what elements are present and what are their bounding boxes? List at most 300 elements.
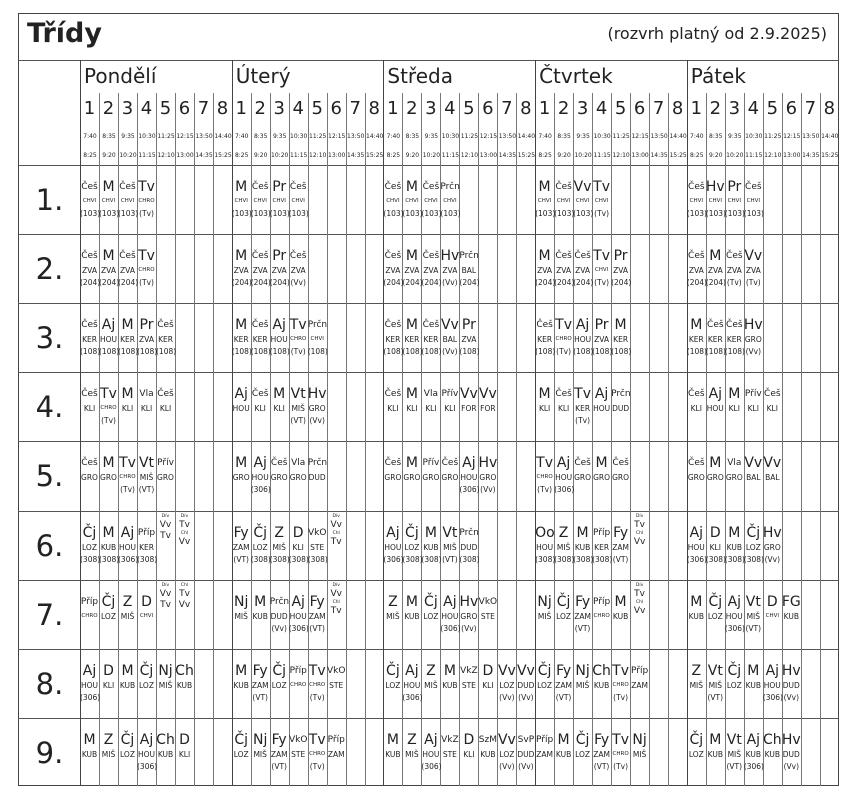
lesson-cell[interactable] xyxy=(459,248,478,287)
lesson-cell[interactable] xyxy=(251,386,270,425)
lesson-cell[interactable] xyxy=(592,594,611,633)
lesson-cell[interactable] xyxy=(535,179,554,218)
lesson-cell[interactable] xyxy=(118,179,137,218)
lesson-cell[interactable] xyxy=(782,594,801,633)
lesson-cell[interactable] xyxy=(592,317,611,356)
lesson-cell[interactable] xyxy=(402,179,421,218)
lesson-teacher: BAL xyxy=(746,473,761,483)
lesson-cell[interactable] xyxy=(744,525,763,564)
lesson-cell[interactable] xyxy=(289,594,308,633)
lesson-cell[interactable] xyxy=(725,386,744,425)
lesson-cell[interactable] xyxy=(573,663,592,702)
lesson-cell[interactable] xyxy=(118,594,137,633)
lesson-cell[interactable] xyxy=(687,179,706,218)
lesson-cell[interactable] xyxy=(440,386,459,425)
lesson-cell[interactable] xyxy=(421,594,440,633)
lesson-cell[interactable] xyxy=(611,732,630,771)
lesson-cell[interactable] xyxy=(289,248,308,287)
lesson-cell[interactable] xyxy=(554,455,573,494)
lesson-cell[interactable] xyxy=(80,455,99,494)
lesson-cell[interactable] xyxy=(592,455,611,494)
lesson-cell[interactable] xyxy=(99,594,118,633)
lesson-cell[interactable] xyxy=(592,732,611,771)
lesson-cell[interactable] xyxy=(402,594,421,633)
lesson-cell[interactable] xyxy=(156,663,175,702)
lesson-cell[interactable] xyxy=(554,663,573,702)
lesson-cell[interactable] xyxy=(383,386,402,425)
lesson-cell[interactable] xyxy=(270,732,289,771)
lesson-cell[interactable] xyxy=(592,663,611,702)
lesson-room: (308) xyxy=(402,554,423,564)
lesson-cell[interactable] xyxy=(80,248,99,287)
period-number: 3 xyxy=(425,98,437,119)
lesson-cell[interactable] xyxy=(421,179,440,218)
lesson-cell[interactable] xyxy=(289,179,308,218)
lesson-cell[interactable] xyxy=(137,179,156,218)
lesson-cell[interactable] xyxy=(554,525,573,564)
lesson-cell[interactable] xyxy=(270,317,289,356)
lesson-cell[interactable] xyxy=(611,248,630,287)
lesson-teacher: GRO xyxy=(574,473,592,483)
lesson-cell[interactable] xyxy=(706,179,725,218)
lesson-cell[interactable] xyxy=(80,663,99,702)
lesson-cell[interactable] xyxy=(270,594,289,633)
lesson-cell[interactable] xyxy=(251,525,270,564)
period-number: 2 xyxy=(709,98,722,119)
lesson-cell[interactable] xyxy=(383,732,402,771)
lesson-cell[interactable] xyxy=(421,663,440,702)
lesson-room: (103) xyxy=(705,209,726,218)
lesson-cell[interactable] xyxy=(251,663,270,702)
lesson-cell[interactable] xyxy=(725,317,744,356)
lesson-cell[interactable] xyxy=(687,317,706,356)
lesson-cell[interactable] xyxy=(573,248,592,287)
lesson-cell[interactable] xyxy=(80,732,99,771)
split-part: Vv xyxy=(633,536,646,547)
lesson-cell[interactable] xyxy=(706,317,725,356)
lesson-cell[interactable] xyxy=(137,663,156,702)
lesson-cell[interactable] xyxy=(232,386,251,425)
split-lesson[interactable] xyxy=(630,515,649,549)
lesson-cell[interactable] xyxy=(573,386,592,425)
lesson-cell[interactable] xyxy=(535,663,554,702)
lesson-cell[interactable] xyxy=(573,455,592,494)
lesson-cell[interactable] xyxy=(232,179,251,218)
lesson-teacher: ZVA xyxy=(461,335,477,345)
lesson-cell[interactable] xyxy=(270,663,289,702)
lesson-cell[interactable] xyxy=(99,317,118,356)
split-lesson[interactable] xyxy=(175,515,194,549)
lesson-cell[interactable] xyxy=(763,455,782,494)
lesson-cell[interactable] xyxy=(232,594,251,633)
split-lesson[interactable] xyxy=(327,515,346,549)
lesson-cell[interactable] xyxy=(308,317,327,356)
lesson-cell[interactable] xyxy=(459,386,478,425)
lesson-cell[interactable] xyxy=(725,455,744,494)
lesson-cell[interactable] xyxy=(383,455,402,494)
lesson-teacher: ZAM xyxy=(327,749,345,759)
lesson-cell[interactable] xyxy=(592,386,611,425)
period-number: 5 xyxy=(159,98,172,119)
period-end-time: 15:25 xyxy=(821,152,839,159)
split-lesson[interactable] xyxy=(630,584,649,618)
lesson-cell[interactable] xyxy=(383,663,402,702)
lesson-cell[interactable] xyxy=(118,317,137,356)
lesson-cell[interactable] xyxy=(744,594,763,633)
lesson-cell[interactable] xyxy=(440,732,459,771)
lesson-cell[interactable] xyxy=(137,732,156,771)
lesson-teacher: KUB xyxy=(783,611,799,621)
lesson-cell[interactable] xyxy=(459,594,478,633)
lesson-cell[interactable] xyxy=(763,386,782,425)
lesson-cell[interactable] xyxy=(118,386,137,425)
lesson-cell[interactable] xyxy=(80,525,99,564)
lesson-cell[interactable] xyxy=(80,179,99,218)
lesson-cell[interactable] xyxy=(554,732,573,771)
lesson-cell[interactable] xyxy=(383,179,402,218)
lesson-subject: Vv xyxy=(763,455,782,472)
lesson-teacher: HOU xyxy=(137,749,156,759)
split-part: Chl xyxy=(332,599,340,605)
lesson-cell[interactable] xyxy=(232,455,251,494)
lesson-cell[interactable] xyxy=(706,732,725,771)
lesson-cell[interactable] xyxy=(706,455,725,494)
lesson-cell[interactable] xyxy=(421,386,440,425)
split-part: Dív xyxy=(180,513,189,519)
lesson-cell[interactable] xyxy=(687,732,706,771)
lesson-cell[interactable] xyxy=(383,525,402,564)
lesson-room: (Vv) xyxy=(442,347,458,357)
lesson-cell[interactable] xyxy=(535,248,554,287)
lesson-cell[interactable] xyxy=(478,386,497,425)
lesson-cell[interactable] xyxy=(611,594,630,633)
lesson-teacher: CHVI xyxy=(234,198,248,204)
lesson-cell[interactable] xyxy=(687,455,706,494)
lesson-cell[interactable] xyxy=(516,663,535,702)
lesson-subject: Hv xyxy=(478,455,498,472)
lesson-cell[interactable] xyxy=(725,525,744,564)
lesson-room: (103) xyxy=(554,209,575,218)
lesson-cell[interactable] xyxy=(251,317,270,356)
lesson-room xyxy=(156,693,175,702)
lesson-room: (204) xyxy=(402,278,423,288)
lesson-cell[interactable] xyxy=(99,525,118,564)
lesson-cell[interactable] xyxy=(611,663,630,702)
lesson-cell[interactable] xyxy=(554,594,573,633)
lesson-cell[interactable] xyxy=(706,663,725,702)
lesson-cell[interactable] xyxy=(459,663,478,702)
lesson-cell[interactable] xyxy=(535,732,554,771)
lesson-teacher: GRO xyxy=(308,404,326,414)
lesson-cell[interactable] xyxy=(478,732,497,771)
lesson-cell[interactable] xyxy=(782,663,801,702)
lesson-teacher: KER xyxy=(537,335,553,345)
split-lesson[interactable] xyxy=(327,584,346,618)
lesson-cell[interactable] xyxy=(80,317,99,356)
lesson-cell[interactable] xyxy=(706,248,725,287)
lesson-cell[interactable] xyxy=(156,455,175,494)
lesson-subject: Čj xyxy=(101,593,116,610)
lesson-subject: Z xyxy=(426,662,436,679)
lesson-teacher: KLI xyxy=(387,404,399,414)
lesson-cell[interactable] xyxy=(687,663,706,702)
lesson-cell[interactable] xyxy=(440,179,459,218)
lesson-cell[interactable] xyxy=(554,179,573,218)
lesson-cell[interactable] xyxy=(289,732,308,771)
lesson-cell[interactable] xyxy=(251,179,270,218)
lesson-cell[interactable] xyxy=(118,525,137,564)
lesson-teacher: CHRO xyxy=(138,267,155,274)
lesson-cell[interactable] xyxy=(630,732,649,771)
lesson-cell[interactable] xyxy=(459,455,478,494)
lesson-cell[interactable] xyxy=(156,732,175,771)
period-number: 5 xyxy=(766,98,779,119)
lesson-room: (306) xyxy=(743,761,764,771)
lesson-cell[interactable] xyxy=(554,317,573,356)
lesson-cell[interactable] xyxy=(118,663,137,702)
lesson-subject: Přív xyxy=(744,389,762,400)
lesson-cell[interactable] xyxy=(402,732,421,771)
lesson-room: (308) xyxy=(80,554,101,564)
lesson-cell[interactable] xyxy=(535,317,554,356)
lesson-cell[interactable] xyxy=(478,455,497,494)
lesson-cell[interactable] xyxy=(402,248,421,287)
lesson-cell[interactable] xyxy=(308,663,327,702)
lesson-cell[interactable] xyxy=(744,386,763,425)
lesson-cell[interactable] xyxy=(592,179,611,218)
lesson-cell[interactable] xyxy=(497,663,516,702)
lesson-cell[interactable] xyxy=(80,594,99,633)
lesson-cell[interactable] xyxy=(137,248,156,287)
lesson-cell[interactable] xyxy=(308,455,327,494)
lesson-cell[interactable] xyxy=(516,732,535,771)
lesson-cell[interactable] xyxy=(763,525,782,564)
lesson-cell[interactable] xyxy=(232,663,251,702)
lesson-cell[interactable] xyxy=(137,594,156,633)
row-separator xyxy=(18,303,839,304)
lesson-subject: M xyxy=(386,731,399,748)
period-start-time: 14:40 xyxy=(669,133,687,140)
lesson-cell[interactable] xyxy=(383,594,402,633)
lesson-cell[interactable] xyxy=(554,386,573,425)
lesson-cell[interactable] xyxy=(402,386,421,425)
lesson-cell[interactable] xyxy=(763,732,782,771)
lesson-teacher: HOU xyxy=(706,404,724,414)
lesson-cell[interactable] xyxy=(478,663,497,702)
lesson-room: (Vv) xyxy=(271,623,287,633)
split-lesson[interactable] xyxy=(156,515,175,543)
lesson-cell[interactable] xyxy=(232,248,251,287)
lesson-cell[interactable] xyxy=(99,386,118,425)
lesson-cell[interactable] xyxy=(327,663,346,702)
lesson-cell[interactable] xyxy=(289,317,308,356)
lesson-cell[interactable] xyxy=(289,663,308,702)
lesson-cell[interactable] xyxy=(440,317,459,356)
lesson-cell[interactable] xyxy=(744,663,763,702)
lesson-cell[interactable] xyxy=(459,525,478,564)
lesson-cell[interactable] xyxy=(118,455,137,494)
lesson-cell[interactable] xyxy=(744,732,763,771)
lesson-teacher: KUB xyxy=(252,611,268,621)
lesson-cell[interactable] xyxy=(573,179,592,218)
lesson-cell[interactable] xyxy=(308,594,327,633)
lesson-cell[interactable] xyxy=(156,317,175,356)
lesson-cell[interactable] xyxy=(687,594,706,633)
lesson-subject: Češ xyxy=(251,320,269,331)
lesson-cell[interactable] xyxy=(592,525,611,564)
lesson-room: (Tv) xyxy=(613,692,629,702)
lesson-cell[interactable] xyxy=(706,594,725,633)
lesson-cell[interactable] xyxy=(251,732,270,771)
lesson-cell[interactable] xyxy=(251,248,270,287)
lesson-cell[interactable] xyxy=(687,525,706,564)
lesson-teacher: GRO xyxy=(232,473,250,483)
lesson-cell[interactable] xyxy=(251,455,270,494)
lesson-room xyxy=(440,485,459,494)
lesson-cell[interactable] xyxy=(706,525,725,564)
lesson-cell[interactable] xyxy=(440,594,459,633)
lesson-room xyxy=(118,762,137,771)
lesson-cell[interactable] xyxy=(80,386,99,425)
lesson-cell[interactable] xyxy=(421,732,440,771)
lesson-teacher: KUB xyxy=(157,749,174,759)
lesson-cell[interactable] xyxy=(232,732,251,771)
lesson-teacher: CHVI xyxy=(272,198,286,204)
lesson-cell[interactable] xyxy=(554,248,573,287)
lesson-cell[interactable] xyxy=(308,386,327,425)
lesson-teacher: KUB xyxy=(176,680,193,690)
lesson-cell[interactable] xyxy=(535,594,554,633)
lesson-cell[interactable] xyxy=(137,455,156,494)
lesson-cell[interactable] xyxy=(573,317,592,356)
lesson-cell[interactable] xyxy=(478,594,497,633)
lesson-cell[interactable] xyxy=(611,386,630,425)
lesson-cell[interactable] xyxy=(118,732,137,771)
lesson-cell[interactable] xyxy=(763,594,782,633)
lesson-cell[interactable] xyxy=(308,525,327,564)
lesson-cell[interactable] xyxy=(592,248,611,287)
lesson-cell[interactable] xyxy=(402,525,421,564)
lesson-teacher: HOU xyxy=(403,680,421,690)
lesson-cell[interactable] xyxy=(137,386,156,425)
lesson-cell[interactable] xyxy=(535,525,554,564)
lesson-cell[interactable] xyxy=(535,386,554,425)
lesson-room xyxy=(630,762,649,771)
lesson-cell[interactable] xyxy=(421,525,440,564)
lesson-cell[interactable] xyxy=(156,386,175,425)
split-lesson[interactable] xyxy=(156,584,175,612)
lesson-cell[interactable] xyxy=(573,732,592,771)
lesson-teacher: HOU xyxy=(763,680,781,690)
lesson-cell[interactable] xyxy=(402,455,421,494)
lesson-cell[interactable] xyxy=(270,525,289,564)
lesson-room xyxy=(402,762,421,771)
lesson-cell[interactable] xyxy=(706,386,725,425)
lesson-cell[interactable] xyxy=(611,317,630,356)
lesson-teacher: LOZ xyxy=(404,542,420,552)
lesson-cell[interactable] xyxy=(421,248,440,287)
lesson-cell[interactable] xyxy=(175,663,194,702)
lesson-cell[interactable] xyxy=(611,525,630,564)
period-number: 6 xyxy=(482,98,494,119)
lesson-cell[interactable] xyxy=(118,248,137,287)
lesson-cell[interactable] xyxy=(99,663,118,702)
lesson-cell[interactable] xyxy=(270,248,289,287)
lesson-cell[interactable] xyxy=(763,663,782,702)
lesson-cell[interactable] xyxy=(270,179,289,218)
lesson-cell[interactable] xyxy=(744,179,763,218)
period-number: 5 xyxy=(614,98,627,119)
lesson-cell[interactable] xyxy=(99,179,118,218)
lesson-cell[interactable] xyxy=(630,663,649,702)
lesson-cell[interactable] xyxy=(440,525,459,564)
lesson-cell[interactable] xyxy=(232,525,251,564)
lesson-cell[interactable] xyxy=(137,525,156,564)
lesson-subject: Pr xyxy=(272,248,287,265)
lesson-cell[interactable] xyxy=(402,317,421,356)
lesson-cell[interactable] xyxy=(535,455,554,494)
lesson-cell[interactable] xyxy=(782,732,801,771)
lesson-cell[interactable] xyxy=(99,455,118,494)
lesson-room: (103) xyxy=(440,209,461,218)
lesson-cell[interactable] xyxy=(687,248,706,287)
lesson-cell[interactable] xyxy=(573,594,592,633)
lesson-cell[interactable] xyxy=(99,248,118,287)
lesson-cell[interactable] xyxy=(687,386,706,425)
lesson-cell[interactable] xyxy=(725,663,744,702)
lesson-cell[interactable] xyxy=(137,317,156,356)
lesson-cell[interactable] xyxy=(251,594,270,633)
lesson-cell[interactable] xyxy=(611,455,630,494)
period-start-time: 11:25 xyxy=(460,133,479,140)
lesson-cell[interactable] xyxy=(289,455,308,494)
lesson-cell[interactable] xyxy=(440,455,459,494)
lesson-cell[interactable] xyxy=(383,248,402,287)
lesson-cell[interactable] xyxy=(459,732,478,771)
lesson-cell[interactable] xyxy=(383,317,402,356)
lesson-cell[interactable] xyxy=(744,455,763,494)
lesson-room: (VT) xyxy=(707,692,724,702)
lesson-teacher: CHVI xyxy=(746,198,760,204)
lesson-cell[interactable] xyxy=(308,732,327,771)
lesson-cell[interactable] xyxy=(289,386,308,425)
split-lesson[interactable] xyxy=(175,584,194,612)
lesson-cell[interactable] xyxy=(497,732,516,771)
lesson-cell[interactable] xyxy=(289,525,308,564)
lesson-cell[interactable] xyxy=(725,179,744,218)
lesson-cell[interactable] xyxy=(327,732,346,771)
lesson-cell[interactable] xyxy=(421,317,440,356)
lesson-cell[interactable] xyxy=(744,317,763,356)
lesson-cell[interactable] xyxy=(232,317,251,356)
lesson-cell[interactable] xyxy=(725,594,744,633)
lesson-cell[interactable] xyxy=(573,525,592,564)
lesson-cell[interactable] xyxy=(175,732,194,771)
lesson-cell[interactable] xyxy=(421,455,440,494)
lesson-cell[interactable] xyxy=(440,248,459,287)
lesson-cell[interactable] xyxy=(402,663,421,702)
period-number: 5 xyxy=(311,98,323,119)
lesson-cell[interactable] xyxy=(270,455,289,494)
lesson-cell[interactable] xyxy=(459,317,478,356)
lesson-cell[interactable] xyxy=(99,732,118,771)
lesson-cell[interactable] xyxy=(725,248,744,287)
page-title: Třídy xyxy=(27,18,102,49)
lesson-cell[interactable] xyxy=(270,386,289,425)
lesson-cell[interactable] xyxy=(744,248,763,287)
lesson-cell[interactable] xyxy=(725,732,744,771)
lesson-cell[interactable] xyxy=(440,663,459,702)
